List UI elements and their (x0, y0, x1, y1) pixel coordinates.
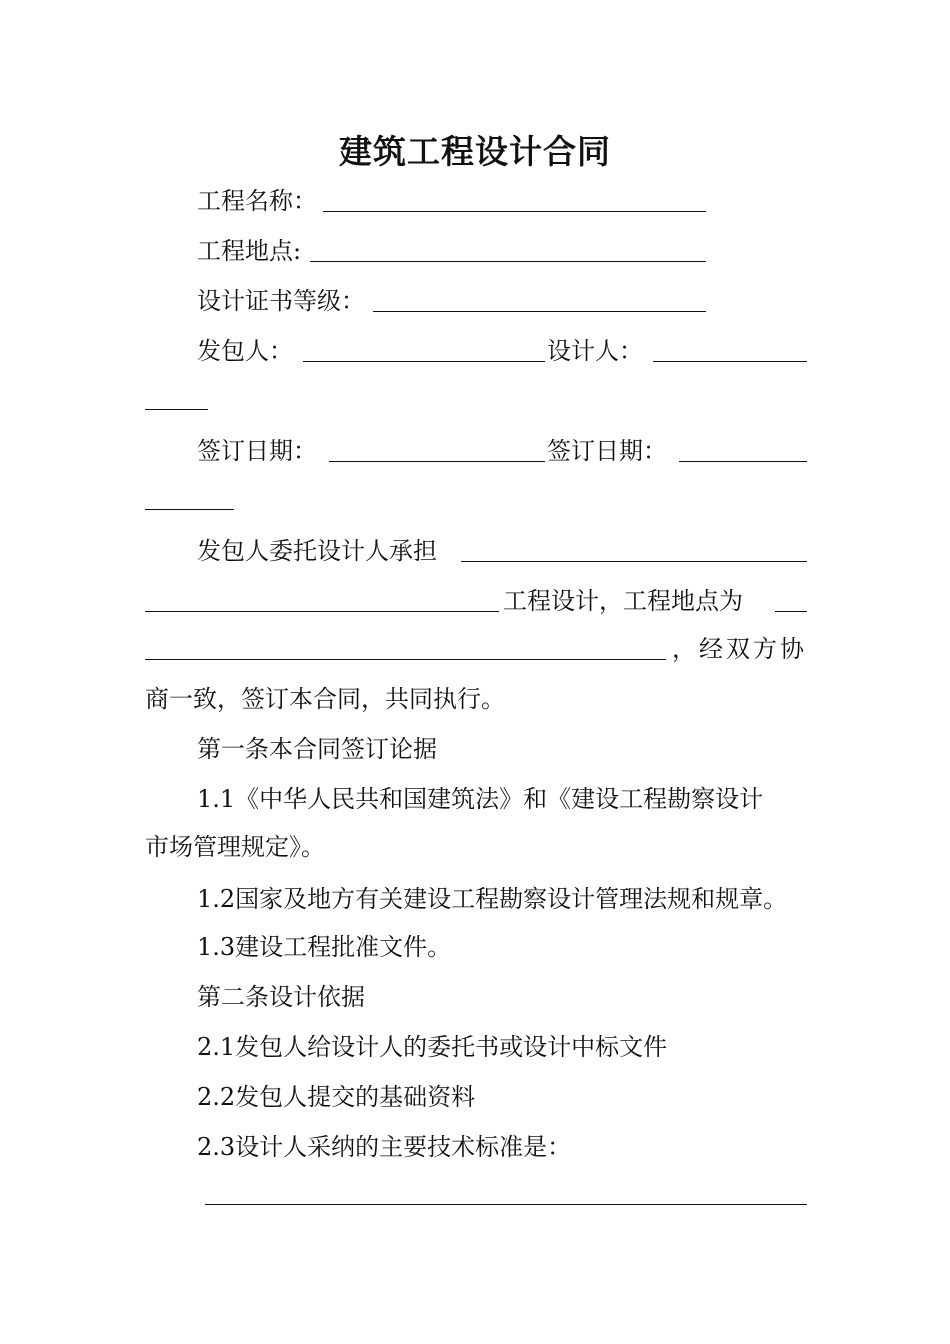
sign-date-label: 签订日期： (547, 437, 667, 465)
article-2-item-2-2: 2.2发包人提交的基础资料 (197, 1083, 476, 1111)
article-2-item-2-3: 2.3设计人采纳的主要技术标准是： (197, 1133, 572, 1161)
intro-text: ，经双方协 (672, 635, 807, 663)
project-blank-continued[interactable] (145, 611, 499, 612)
intro-line-3 (672, 634, 807, 664)
intro-text: 商一致，签订本合同，共同执行。 (145, 685, 505, 713)
technical-standards-blank[interactable] (205, 1204, 807, 1205)
project-name-blank[interactable] (323, 211, 706, 212)
article-1-item-1-2: 1.2国家及地方有关建设工程勘察设计管理法规和规章。 (197, 885, 788, 913)
certificate-level-blank[interactable] (373, 311, 706, 312)
designer-blank[interactable] (653, 361, 807, 362)
client-label: 发包人： (197, 337, 293, 365)
article-2-item-2-1: 2.1发包人给设计人的委托书或设计中标文件 (197, 1033, 668, 1061)
article-1-heading: 第一条本合同签订论据 (197, 735, 437, 763)
intro-text: 工程设计，工程地点为 (503, 587, 743, 615)
sign-date-1-blank[interactable] (329, 461, 545, 462)
intro-line-2 (503, 586, 773, 616)
sign-date-label: 签订日期： (197, 437, 317, 465)
field-label: 工程地点: (197, 237, 302, 265)
designer-label: 设计人： (547, 337, 643, 365)
client-blank[interactable] (303, 361, 545, 362)
designer-blank-continued[interactable] (145, 409, 208, 410)
project-blank[interactable] (461, 561, 807, 562)
sign-date-2-blank-continued[interactable] (145, 509, 234, 510)
project-location-blank[interactable] (310, 261, 706, 262)
article-2-heading: 第二条设计依据 (197, 983, 365, 1011)
field-label: 设计证书等级： (197, 287, 365, 315)
field-sign-date-2 (547, 436, 687, 466)
field-label: 工程名称： (197, 187, 317, 215)
sign-date-2-blank[interactable] (679, 461, 807, 462)
designer-field (547, 336, 667, 366)
location-blank-continued[interactable] (145, 659, 666, 660)
article-1-item-1-1-cont: 市场管理规定》。 (145, 833, 325, 861)
intro-text: 发包人委托设计人承担 (197, 537, 437, 565)
intro-line-4 (145, 684, 807, 714)
article-1-item-1-1: 1.1《中华人民共和国建筑法》和《建设工程勘察设计 (197, 785, 764, 813)
document-title: 建筑工程设计合同 (339, 132, 611, 171)
location-blank[interactable] (775, 611, 807, 612)
article-1-item-1-3: 1.3建设工程批准文件。 (197, 933, 452, 961)
